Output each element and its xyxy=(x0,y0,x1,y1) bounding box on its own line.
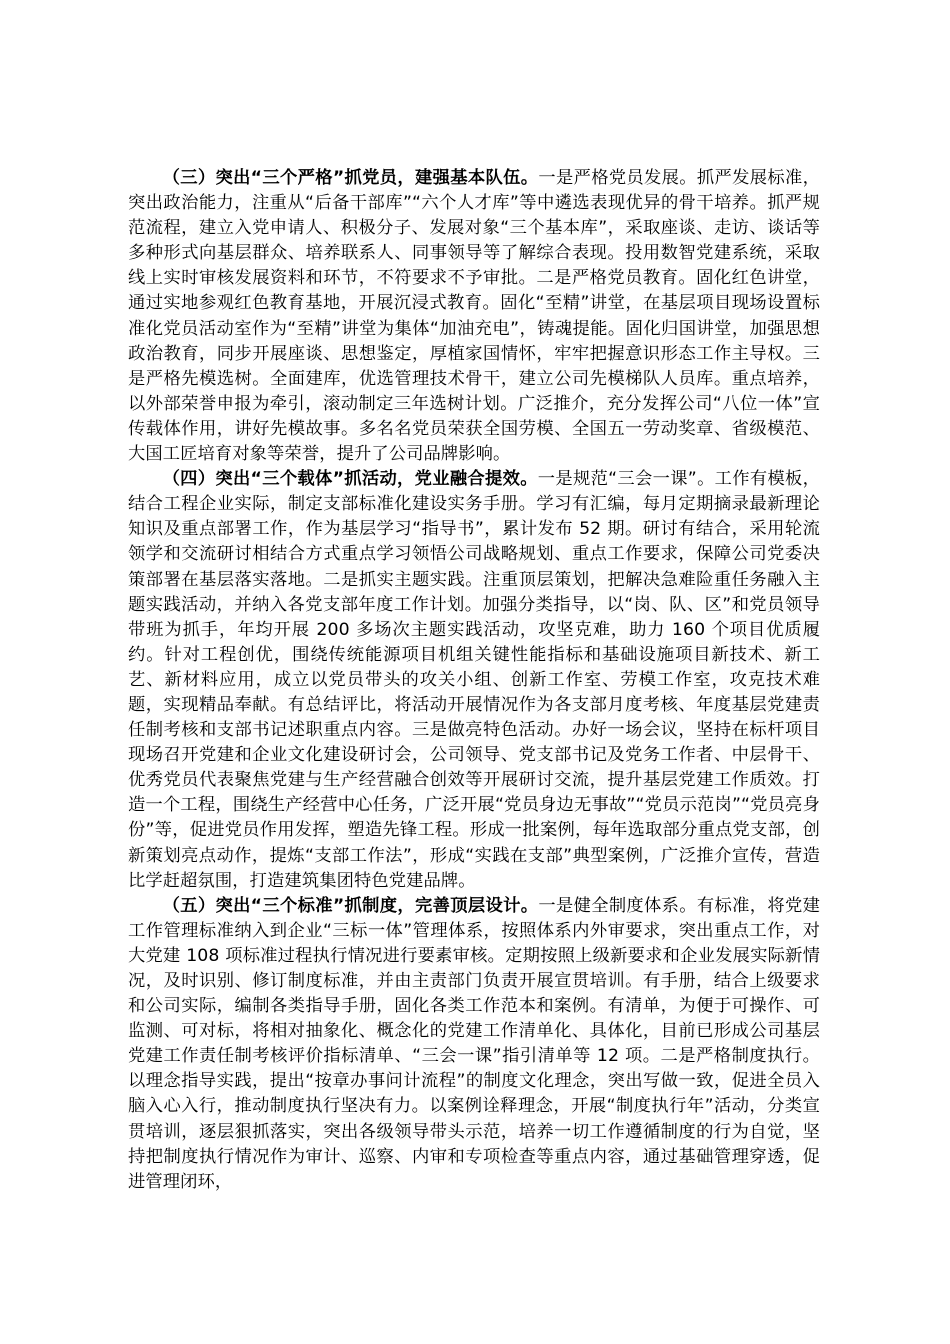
paragraph-text: 一是严格党员发展。抓严发展标准，突出政治能力，注重从“后备干部库”“六个人才库”等中遴选表现优异的骨干培养。抓严规范流程，建立入党申请人、积极分子、发展对象“三个基本库”，采取座谈、走访、谈话等多种形式向基层群众、培养联系人、同事领导等了解综合表现。投用数智党建系统，采取线上实时审核发展资料和环节，不符要求不予审批。二是严格党员教育。固化红色讲堂，通过实地参观红色教育基地，开展沉浸式教育。固化“至精”讲堂，在基层项目现场设置标准化党员活动室作为“至精”讲堂为集体“加油充电”，铸魂提能。固化归国讲堂，加强思想政治教育，同步开展座谈、思想鉴定，厚植家国情怀，牢牢把握意识形态工作主导权。三是严格先模选树。全面建库，优选管理技术骨干，建立公司先模梯队人员库。重点培养，以外部荣誉申报为牵引，滚动制定三年选树计划。广泛推介，充分发挥公司“八位一体”宣传载体作用，讲好先模故事。多名名党员荣获全国劳模、全国五一劳动奖章、省级模范、大国工匠培育对象等荣誉，提升了公司品牌影响。 xyxy=(128,168,820,465)
paragraph-heading: （三）突出“三个严格”抓党员，建强基本队伍。 xyxy=(162,168,539,188)
paragraph-heading: （五）突出“三个标准”抓制度，完善顶层设计。 xyxy=(162,895,539,916)
paragraph-heading: （四）突出“三个载体”抓活动，党业融合提效。 xyxy=(162,469,538,490)
paragraph-text: 一是健全制度体系。有标准，将党建工作管理标准纳入到企业“三标一体”管理体系，按照体系内外审要求，突出重点工作，对大党建 108 项标准过程执行情况进行要素审核。定期按照上级新要求和企业发展实际新情况，及时识别、修订制度标准，并由主责部门负责开展宣贯培训。有手册，结合上级要求和公司实际，编制各类指导手册，固化各类工作范本和案例。有清单，为便于可操作、可监测、可对标，将相对抽象化、概念化的党建工作清单化、具体化，目前已形成公司基层党建工作责任制考核评价指标清单、“三会一课”指引清单等 12 项。二是严格制度执行。以理念指导实践，提出“按章办事问计流程”的制度文化理念，突出写做一致，促进全员入脑入心入行，推动制度执行坚决有力。以案例诠释理念，开展“制度执行年”活动，分类宣贯培训，逐层狠抓落实，突出各级领导带头示范，培养一切工作遵循制度的行为自觉，坚持把制度执行情况作为审计、巡察、内审和专项检查等重点内容，通过基础管理穿透，促进管理闭环， xyxy=(128,895,820,1192)
paragraph-four xyxy=(128,467,820,894)
document-body xyxy=(128,166,820,1195)
paragraph-five xyxy=(128,894,820,1195)
paragraph-three xyxy=(128,166,820,467)
paragraph-text: 一是规范“三会一课”。工作有模板，结合工程企业实际，制定支部标准化建设实务手册。学习有汇编，每月定期摘录最新理论知识及重点部署工作，作为基层学习“指导书”，累计发布 52 期。研讨有结合，采用轮流领学和交流研讨相结合方式重点学习领悟公司战略规划、重点工作要求，保障公司党委决策部署在基层落实落地。二是抓实主题实践。注重顶层策划，把解决急难险重任务融入主题实践活动，并纳入各党支部年度工作计划。加强分类指导，以“岗、队、区”和党员领导带班为抓手，年均开展 200 多场次主题实践活动，攻坚克难，助力 160 个项目优质履约。针对工程创优，围绕传统能源项目机组关键性能指标和基础设施项目新技术、新工艺、新材料应用，成立以党员带头的攻关小组、创新工作室、劳模工作室，攻克技术难题，实现精品奉献。有总结评比，将活动开展情况作为各支部月度考核、年度基层党建责任制考核和支部书记述职重点内容。三是做亮特色活动。办好一场会议，坚持在标杆项目现场召开党建和企业文化建设研讨会，公司领导、党支部书记及党务工作者、中层骨干、优秀党员代表聚焦党建与生产经营融合创效等开展研讨交流，提升基层党建工作质效。打造一个工程，围绕生产经营中心任务，广泛开展“党员身边无事故”“党员示范岗”“党员亮身份”等，促进党员作用发挥，塑造先锋工程。形成一批案例，每年选取部分重点党支部，创新策划亮点动作，提炼“支部工作法”，形成“实践在支部”典型案例，广泛推介宣传，营造比学赶超氛围，打造建筑集团特色党建品牌。 xyxy=(128,469,821,891)
